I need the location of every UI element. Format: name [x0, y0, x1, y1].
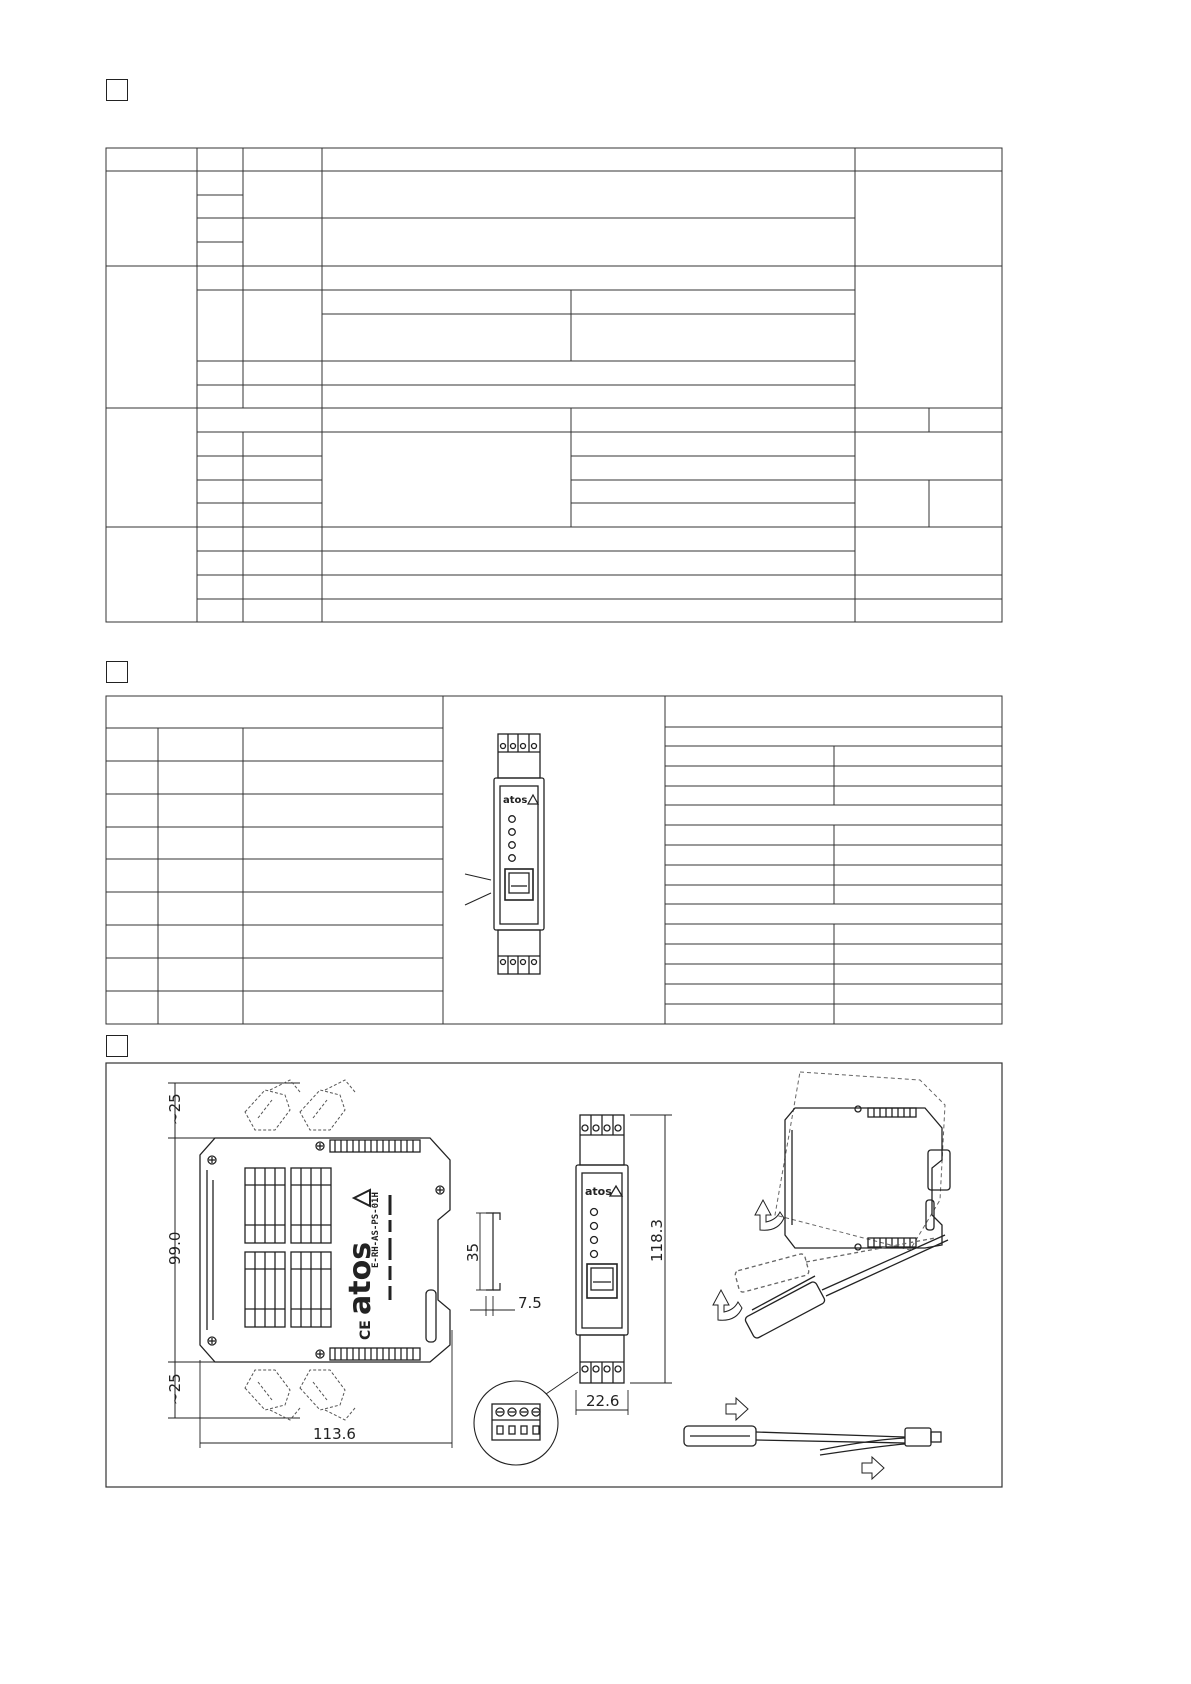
side-view-terminals-top — [245, 1080, 355, 1130]
dim-rail-depth: 7.5 — [518, 1294, 542, 1312]
brand-logo-large: atos — [585, 1185, 612, 1198]
dim-length: 113.6 — [313, 1425, 356, 1443]
removal-illustration — [684, 1072, 950, 1479]
dim-height-body: 99.0 — [166, 1231, 184, 1265]
din-rail-profile — [470, 1213, 515, 1316]
triangle-logo-large-icon — [610, 1186, 622, 1196]
side-view — [168, 1083, 452, 1448]
side-view-terminals-bottom — [245, 1370, 355, 1420]
side-view-labels — [343, 1190, 381, 1340]
dim-clearance-bottom: ~25 — [166, 1373, 184, 1405]
dim-front-width: 22.6 — [586, 1392, 620, 1410]
ce-mark-label: CE — [358, 1320, 374, 1340]
front-view-large-logo — [585, 1185, 622, 1198]
dim-front-height: 118.3 — [648, 1219, 666, 1262]
dim-clearance-top: ~25 — [166, 1093, 184, 1125]
brand-logo-side: atos — [343, 1241, 378, 1315]
model-code-label: E-RH-AS-PS-01H — [371, 1192, 381, 1268]
front-view-large — [474, 1115, 672, 1465]
triangle-logo-side-icon — [354, 1190, 370, 1206]
dim-rail-height: 35 — [464, 1242, 482, 1262]
brand-logo-small: atos — [503, 795, 528, 806]
